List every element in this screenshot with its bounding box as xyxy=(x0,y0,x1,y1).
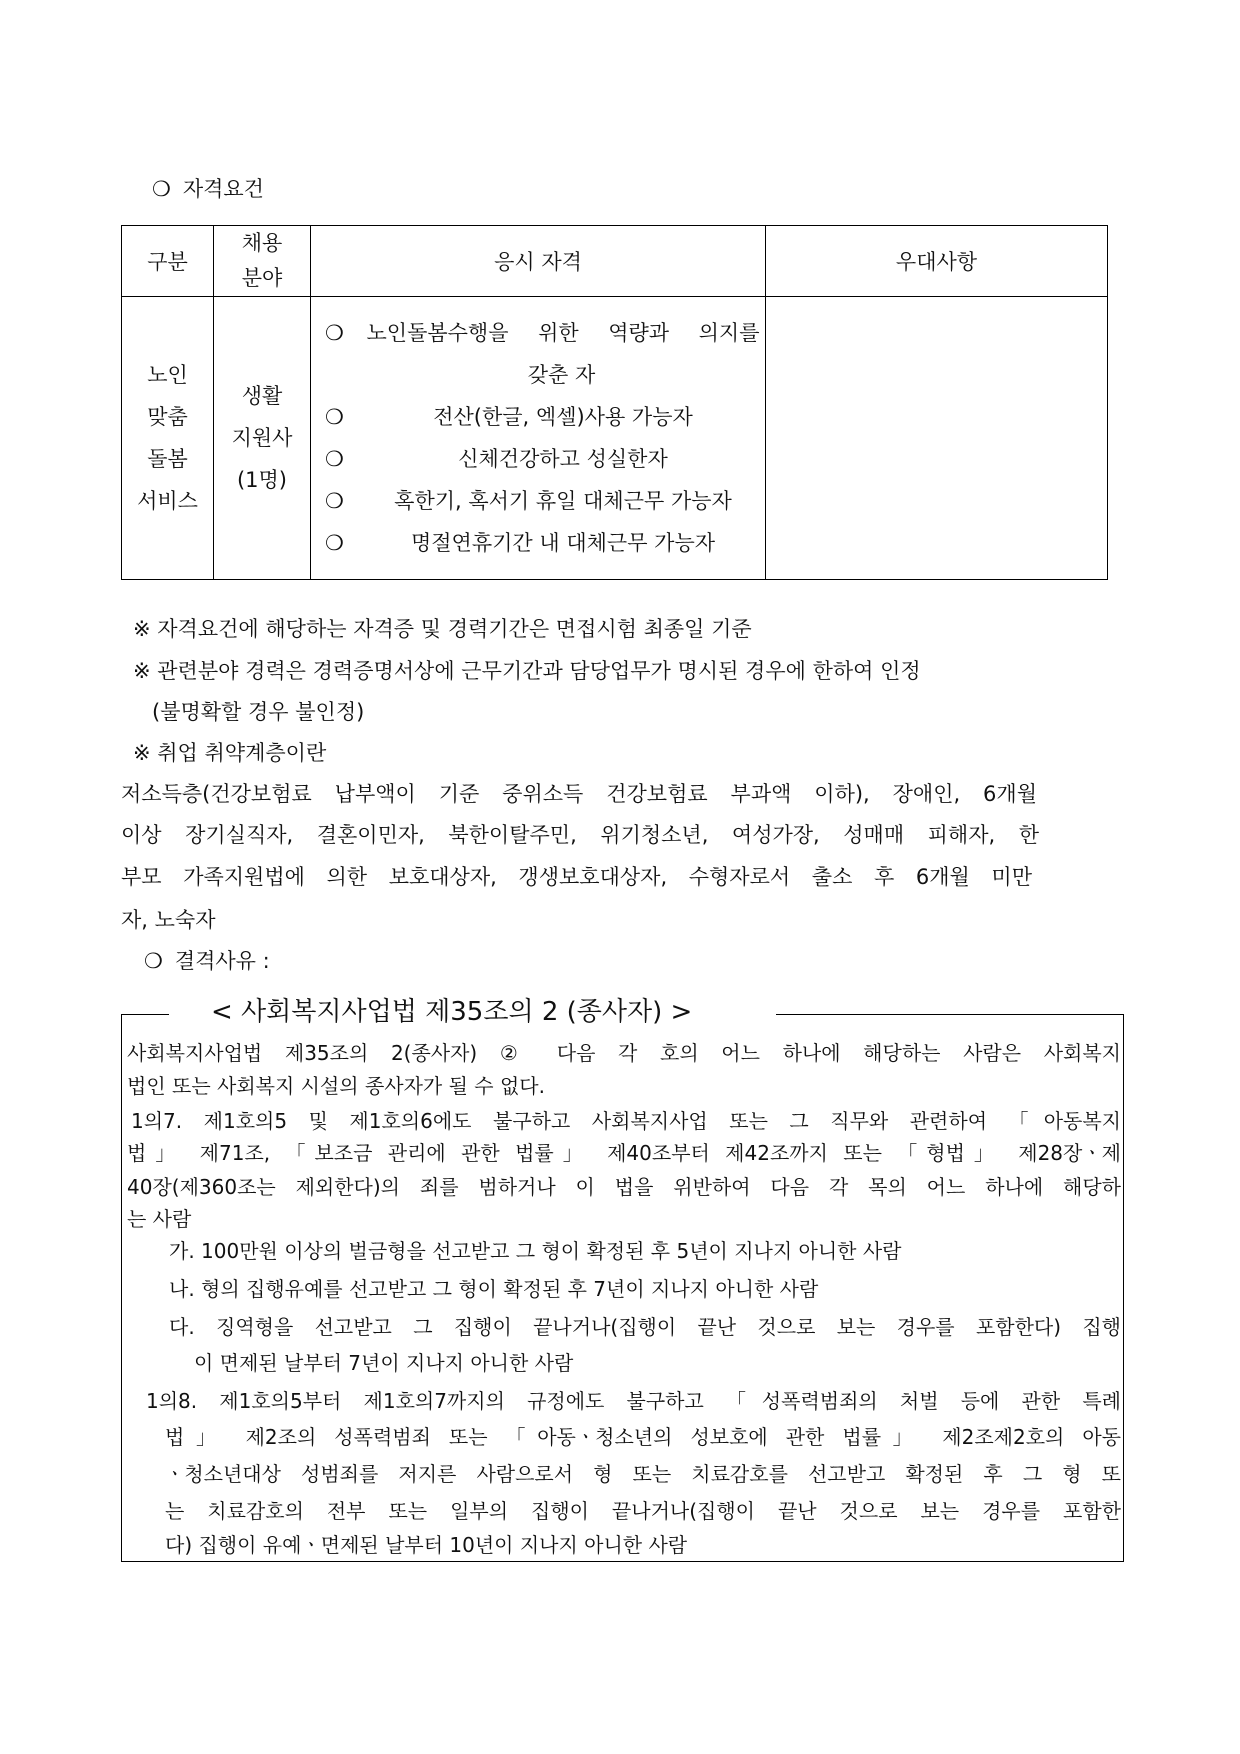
note: ※ 관련분야 경력은 경력증명서상에 근무기간과 담당업무가 명시된 경우에 한하여 인정 xyxy=(133,659,921,683)
requirement-text: 명절연휴기간 내 대체근무 가능자 xyxy=(410,531,716,555)
category-line: 서비스 xyxy=(137,489,198,513)
header-preferences: 우대사항 xyxy=(766,226,1108,297)
box-line: 가. 100만원 이상의 벌금형을 선고받고 그 형이 확정된 후 5년이 지나지 아니한 사람 xyxy=(169,1239,902,1263)
requirement-text: 혹한기, 혹서기 휴일 대체근무 가능자 xyxy=(394,489,732,513)
box-line: 법인 또는 사회복지 시설의 종사자가 될 수 없다. xyxy=(127,1074,545,1098)
header-requirements: 응시 자격 xyxy=(311,226,766,297)
box-line: 다) 집행이 유예ㆍ면제된 날부터 10년이 지나지 아니한 사람 xyxy=(165,1533,688,1557)
requirement-text: 노인돌봄수행을 위한 역량과 의지를 xyxy=(366,321,760,345)
box-line: 법」 제2조의 성폭력범죄 또는 「아동ㆍ청소년의 성보호에 관한 법률」 제2조제2호의 아동 xyxy=(165,1425,1121,1449)
vulnerable-groups-line: 이상 장기실직자, 결혼이민자, 북한이탈주민, 위기청소년, 여성가장, 성매매 피해자, 한 xyxy=(121,823,1039,847)
cell-preferences xyxy=(766,297,1108,580)
section-heading-label: 결격사유 : xyxy=(174,949,270,973)
box-line: 40장(제360조는 제외한다)의 죄를 범하거나 이 법을 위반하여 다음 각 목의 어느 하나에 해당하 xyxy=(127,1175,1121,1199)
header-field xyxy=(214,226,311,297)
box-top-border-left xyxy=(121,1014,169,1015)
category-line: 돌봄 xyxy=(147,447,188,471)
category-line: 노인 xyxy=(147,363,188,387)
field-line: 지원사 xyxy=(231,426,293,450)
circle-bullet-icon: ❍ xyxy=(325,321,344,345)
box-top-border-right xyxy=(776,1014,1124,1015)
box-line: 사회복지사업법 제35조의 2(종사자) ② 다음 각 호의 어느 하나에 해당하는 사람은 사회복지 xyxy=(127,1041,1121,1065)
requirement-item-continuation xyxy=(311,354,765,396)
category-line: 맞춤 xyxy=(147,405,188,429)
cell-requirements xyxy=(311,297,766,580)
requirement-text: 전산(한글, 엑셀)사용 가능자 xyxy=(433,405,693,429)
header-category: 구분 xyxy=(122,226,214,297)
circle-bullet-icon: ❍ xyxy=(325,489,344,513)
box-line: 1의7. 제1호의5 및 제1호의6에도 불구하고 사회복지사업 또는 그 직무와 관련하여 「아동복지 xyxy=(131,1109,1121,1133)
box-line: 나. 형의 집행유예를 선고받고 그 형이 확정된 후 7년이 지나지 아니한 사람 xyxy=(169,1277,819,1301)
note: ※ 자격요건에 해당하는 자격증 및 경력기간은 면접시험 최종일 기준 xyxy=(133,617,752,641)
requirement-item xyxy=(311,480,765,522)
vulnerable-groups-line: 자, 노숙자 xyxy=(121,908,216,932)
box-line: 는 치료감호의 전부 또는 일부의 집행이 끝나거나(집행이 끝난 것으로 보는 경우를 포함한 xyxy=(165,1499,1121,1523)
note: ※ 취업 취약계층이란 xyxy=(133,741,327,765)
field-line: 생활 xyxy=(241,384,283,408)
legal-box-title: < 사회복지사업법 제35조의 2 (종사자) > xyxy=(211,997,693,1027)
box-line: 1의8. 제1호의5부터 제1호의7까지의 규정에도 불구하고 「성폭력범죄의 처벌 등에 관한 특례 xyxy=(146,1389,1121,1413)
note: (불명확할 경우 불인정) xyxy=(152,700,365,724)
circle-bullet-icon: ❍ xyxy=(325,447,344,471)
cell-field xyxy=(214,297,311,580)
box-line: 법」 제71조, 「보조금 관리에 관한 법률」 제40조부터 제42조까지 또는 「형법」 제28장ㆍ제 xyxy=(127,1141,1121,1165)
box-line: ㆍ청소년대상 성범죄를 저지른 사람으로서 형 또는 치료감호를 선고받고 확정된 후 그 형 또 xyxy=(165,1462,1121,1486)
box-line: 이 면제된 날부터 7년이 지나지 아니한 사람 xyxy=(194,1351,574,1375)
requirement-item xyxy=(311,312,765,354)
header-field-line: 채용 xyxy=(241,231,283,255)
vulnerable-groups-line: 저소득층(건강보험료 납부액이 기준 중위소득 건강보험료 부과액 이하), 장애인, 6개월 xyxy=(121,782,1037,806)
circle-bullet-icon: ❍ xyxy=(325,531,344,555)
table-header-row xyxy=(122,226,1108,297)
field-line: (1명) xyxy=(236,468,288,492)
box-line: 는 사람 xyxy=(127,1207,192,1231)
vulnerable-groups-line: 부모 가족지원법에 의한 보호대상자, 갱생보호대상자, 수형자로서 출소 후 6개월 미만 xyxy=(121,865,1032,889)
cell-category xyxy=(122,297,214,580)
circle-bullet-icon: ❍ xyxy=(325,405,344,429)
qualification-table xyxy=(121,225,1108,580)
section-heading-label: 자격요건 xyxy=(182,177,264,201)
header-field-line: 분야 xyxy=(241,266,283,290)
circle-bullet-icon: ❍ xyxy=(152,177,171,201)
section-heading-qualifications xyxy=(152,174,264,204)
requirement-item xyxy=(311,522,765,564)
circle-bullet-icon: ❍ xyxy=(144,949,163,973)
table-row xyxy=(122,297,1108,580)
requirement-text: 신체건강하고 성실한자 xyxy=(458,447,668,471)
requirement-item xyxy=(311,438,765,480)
section-heading-disqualification xyxy=(144,946,270,976)
box-line: 다. 징역형을 선고받고 그 집행이 끝나거나(집행이 끝난 것으로 보는 경우를 포함한다) 집행 xyxy=(169,1315,1121,1339)
requirement-text: 갖춘 자 xyxy=(527,363,596,387)
requirement-item xyxy=(311,396,765,438)
